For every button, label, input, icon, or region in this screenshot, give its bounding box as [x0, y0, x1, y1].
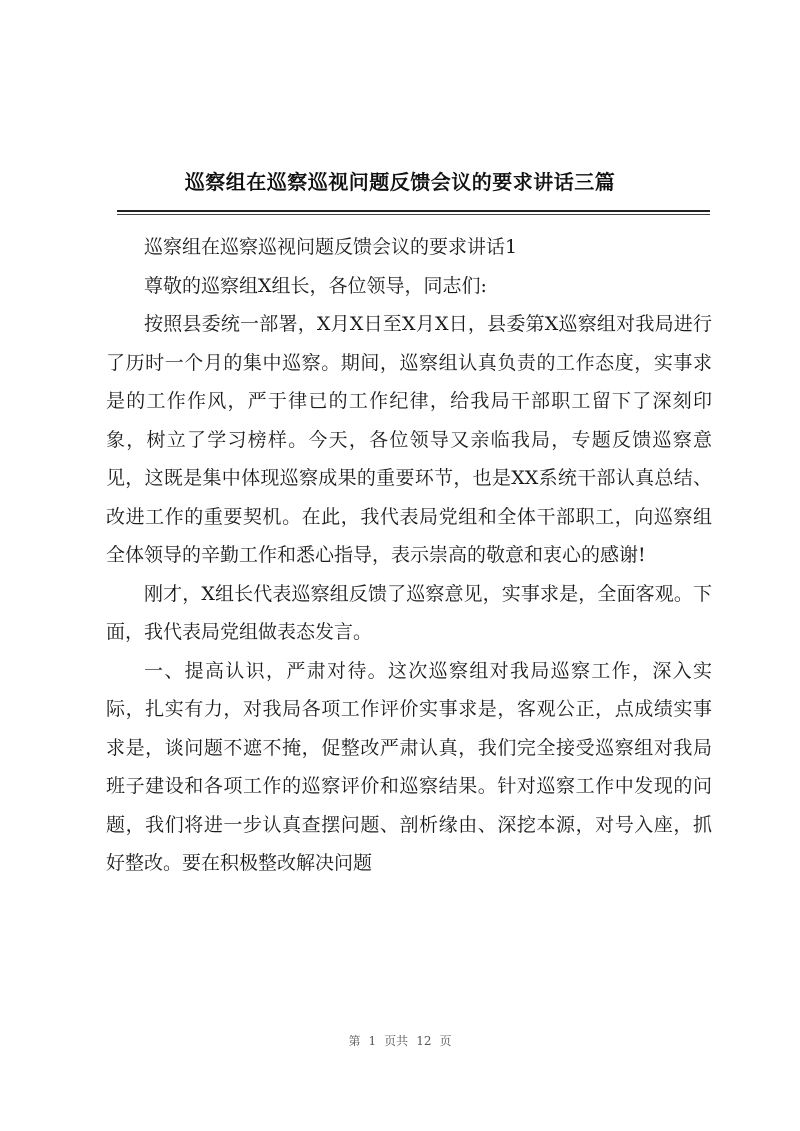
- paragraph: 刚才，X组长代表巡察组反馈了巡察意见，实事求是，全面客观。下面，我代表局党组做表态发言。: [106, 582, 712, 643]
- footer-page-number: 1: [368, 1034, 377, 1048]
- paragraph: 一、提高认识，严肃对待。这次巡察组对我局巡察工作，深入实际，扎实有力，对我局各项工作评价实事求是，客观公正，点成绩实事求是，谈问题不遮不掩，促整改严肃认真，我们完全接受巡察组对我局班子建设和各项工作的巡察评价和巡察结果。针对巡察工作中发现的问题，我们将进一步认真查摆问题、剖析缘由、深挖本源，对号入座，抓好整改。要在积极整改解决问题: [106, 659, 712, 874]
- document-title: 巡察组在巡察巡视问题反馈会议的要求讲话三篇: [184, 170, 616, 194]
- footer-prefix: 第: [348, 1034, 361, 1048]
- paragraph-subtitle: 巡察组在巡察巡视问题反馈会议的要求讲话1: [144, 236, 518, 258]
- footer-middle: 页共: [384, 1034, 409, 1048]
- document-body: [106, 228, 712, 883]
- paragraph: 按照县委统一部署，X月X日至X月X日，县委第X巡察组对我局进行了历时一个月的集中巡察。期间，巡察组认真负责的工作态度，实事求是的工作作风，严于律已的工作纪律，给我局干部职工留下了深刻印象，树立了学习榜样。今天，各位领导又亲临我局，专题反馈巡察意见，这既是集中体现巡察成果的重要环节，也是XX系统干部认真总结、改进工作的重要契机。在此，我代表局党组和全体干部职工，向巡察组全体领导的辛勤工作和悉心指导，表示崇高的敬意和衷心的感谢!: [106, 313, 712, 566]
- title-divider-thin: [117, 214, 710, 215]
- title-divider: [117, 210, 710, 212]
- page-footer: [0, 1032, 800, 1049]
- footer-total-pages: 12: [416, 1034, 432, 1048]
- paragraph-salutation: 尊敬的巡察组X组长，各位领导，同志们:: [144, 274, 487, 297]
- footer-suffix: 页: [439, 1034, 452, 1048]
